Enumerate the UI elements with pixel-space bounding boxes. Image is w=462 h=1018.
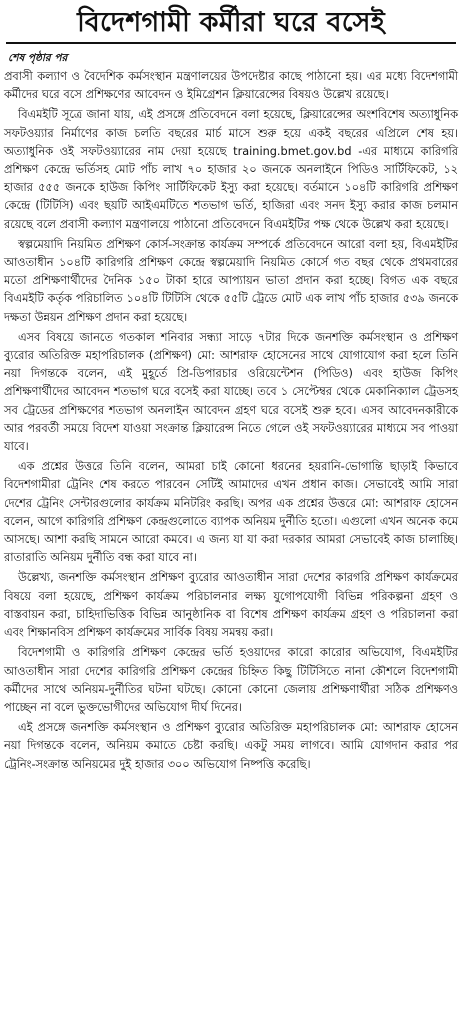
article-paragraph: স্বল্পমেয়াদি নিয়মিত প্রশিক্ষণ কোর্স-সংক্রান্ত কার্যক্রম সম্পর্কে প্রতিবেদনে আরো বলা হয়, বিএমইটির আওতাধীন ১০৪টি কারিগরি প্রশিক্ষণ কেন্দ্রে স্বল্পমেয়াদি নিয়মিত কোর্সে গত বছর থেকে প্রথমবারের মতো প্রশিক্ষণার্থীদের দৈনিক ১৫০ টাকা হারে আপ্যায়ন ভাতা প্রদান করা হচ্ছে। বিগত এক বছরে বিএমইটি কর্তৃক পরিচালিত ১০৪টি টিটিসি থেকে ৫৫টি ট্রেডে মোট এক লাখ পাঁচ হাজার ৫৩৯ জনকে দক্ষতা উন্নয়ন প্রশিক্ষণ প্রদান করা হয়েছে। bbox=[4, 237, 458, 324]
article-paragraph: উল্লেখ্য, জনশক্তি কর্মসংস্থান প্রশিক্ষণ ব্যুরোর আওতাধীন সারা দেশের কারগরি প্রশিক্ষণ কার্যক্রমের বিষয়ে বলা হয়েছে, প্রশিক্ষণ কার্যক্রম পরিচালনার লক্ষ্য যুগোপযোগী বিভিন্ন পরিকল্পনা গ্রহণ ও বাস্তবায়ন করা, চাহিদাভিত্তিক বিভিন্ন আনুষ্ঠানিক বা বিশেষ প্রশিক্ষণ কার্যক্রম গ্রহণ ও পরিচালনা করা এবং শিক্ষানবিস প্রশিক্ষণ কার্যক্রমের সার্বিক বিষয় সমন্বয় করা। bbox=[4, 571, 458, 640]
headline-rule bbox=[6, 42, 456, 44]
article-paragraph: এই প্রসঙ্গে জনশক্তি কর্মসংস্থান ও প্রশিক্ষণ ব্যুরোর অতিরিক্ত মহাপরিচালক মো: আশরাফ হোসেন নয়া দিগন্তকে বলেন, অনিয়ম কমাতে চেষ্টা করছি। একটু সময় লাগবে। আমি যোগদান করার পর ট্রেনিং-সংক্রান্ত অনিয়মের দুই হাজার ৩০০ অভিযোগ নিষ্পত্তি করেছি। bbox=[4, 721, 458, 771]
article-body bbox=[4, 68, 458, 774]
continued-from-label: শেষ পৃষ্ঠার পর bbox=[8, 52, 68, 64]
article-paragraph: প্রবাসী কল্যাণ ও বৈদেশিক কর্মসংস্থান মন্ত্রণালয়ের উপদেষ্টার কাছে পাঠানো হয়। এর মধ্যে বিদেশগামী কর্মীদের ঘরে বসে প্রশিক্ষণের আবেদন ও ইমিগ্রেশন ক্লিয়ারেন্সের বিষয়ও উল্লেখ রয়েছে। bbox=[4, 70, 458, 102]
article-paragraph: বিদেশগামী ও কারিগরি প্রশিক্ষণ কেন্দ্রের ভর্তি হওয়াদের কারো কারোর অভিযোগ, বিএমইটির আওতাধীন সারা দেশের কারিগরি প্রশিক্ষণ কেন্দ্রের চিহ্নিত কিছু টিটিসিতে নানা কৌশলে বিদেশগামী কর্মীদের সাথে অনিয়ম-দুর্নীতির ঘটনা ঘটছে। কোনো কোনো জেলায় প্রশিক্ষণার্থীরা সঠিক প্রশিক্ষণও পাচ্ছেন না বলে ভুক্তভোগীদের অভিযোগ দীর্ঘ দিনের। bbox=[4, 646, 458, 714]
article-paragraph: বিএমইটি সূত্রে জানা যায়, এই প্রসঙ্গে প্রতিবেদনে বলা হয়েছে, ক্লিয়ারেন্সের অংশবিশেষ অত্যাধুনিক সফটওয়্যার নির্মাণের কাজ চলতি বছরের মার্চ মাসে শুরু হয়ে একই বছরের এপ্রিলে শেষ হয়। অত্যাধুনিক ওই সফটওয়্যারের নাম দেয়া হয়েছে training.bmet.gov.bd -এর মাধ্যমে কারিগরি প্রশিক্ষণ কেন্দ্রে ভর্তিসহ মোট পাঁচ লাখ ৭০ হাজার ২০ জনকে অনলাইনে পিডিও সার্টিফিকেট, ১২ হাজার ৫৫৫ জনকে হাউজ কিপিং সার্টিফিকেট ইস্যু করা হয়েছে। বর্তমানে ১০৪টি কারিগরি প্রশিক্ষণ কেন্দ্রে (টিটিসি) এবং ছয়টি আইএমটিতে শতভাগ ভর্তি, হাজিরা এবং সনদ ইস্যু করার কাজ চলমান রয়েছে বলে প্রবাসী কল্যাণ মন্ত্রণালয়ে পাঠানো প্রতিবেদনে বিএমইটির পক্ষ থেকে উল্লেখ করা হয়েছে। bbox=[4, 108, 458, 231]
article-paragraph: এসব বিষয়ে জানতে গতকাল শনিবার সন্ধ্যা সাড়ে ৭টার দিকে জনশক্তি কর্মসংস্থান ও প্রশিক্ষণ ব্যুরোর অতিরিক্ত মহাপরিচালক (প্রশিক্ষণ) মো: আশরাফ হোসেনের সাথে যোগাযোগ করা হলে তিনি নয়া দিগন্তকে বলেন, এই মুহূর্তে প্রি-ডিপারচার ওরিয়েন্টেশন (পিডিও) এবং হাউজ কিপিং প্রশিক্ষণার্থীদের আবেদন শতভাগ ঘরে বসেই করা যাচ্ছে। তবে ১ সেপ্টেম্বর থেকে মেকানিক্যাল ট্রেডসহ সব ট্রেডের প্রশিক্ষণের শতভাগ অনলাইন আবেদন গ্রহণ ঘরে বসেই শুরু হবে। এসব আবেদনকারীকে আর পরবর্তী সময়ে বিদেশ যাওয়া সংক্রান্ত ক্লিয়ারেন্স নিতে গেলে ওই সফটওয়্যারের মাধ্যমে সব পাওয়া যাবে। bbox=[4, 330, 458, 454]
news-clipping bbox=[0, 6, 462, 1018]
headline: বিদেশগামী কর্মীরা ঘরে বসেই bbox=[77, 7, 385, 38]
article-paragraph: এক প্রশ্নের উত্তরে তিনি বলেন, আমরা চাই কোনো ধরনের হয়রানি-ভোগান্তি ছাড়াই কিভাবে বিদেশগামীরা ট্রেনিং শেষ করতে পারবেন সেটিই আমাদের এখন প্রধান কাজ। সেভাবেই আমি সারা দেশের ট্রেনিং সেন্টারগুলোর কার্যক্রম মনিটরিং করছি। অপর এক প্রশ্নের উত্তরে মো: আশরাফ হোসেন বলেন, আগে কারিগরি প্রশিক্ষণ কেন্দ্রগুলোতে ব্যাপক অনিয়ম দুর্নীতি হতো। এগুলো এখন অনেক কমে আসছে। আশা করছি সামনে আরো কমবে। এ জন্য যা যা করা দরকার আমরা সেভাবেই কাজ চালাচ্ছি। রাতারাতি অনিয়ম দুর্নীতি বন্ধ করা যাবে না। bbox=[4, 460, 458, 565]
